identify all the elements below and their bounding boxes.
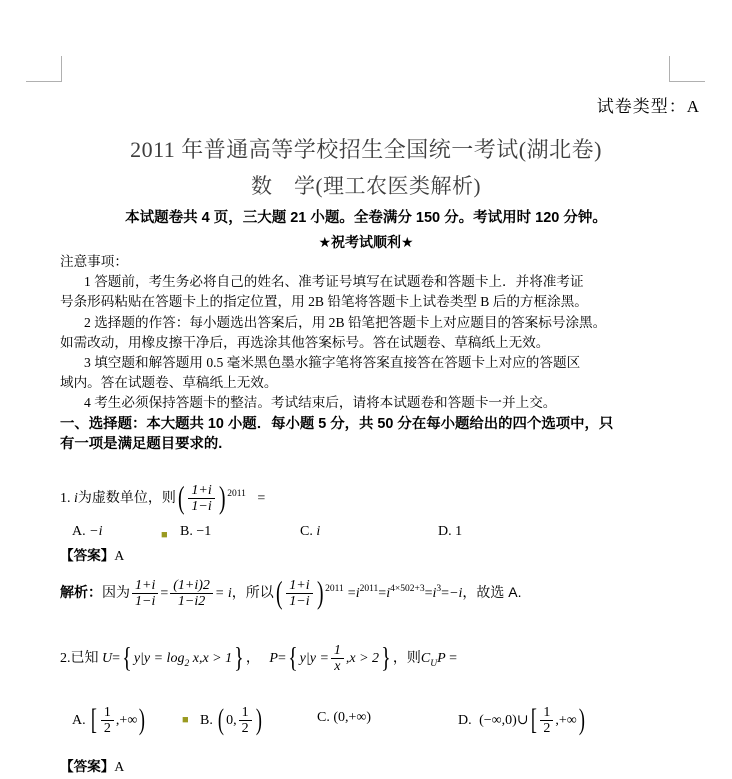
option-a-value: −i (89, 524, 103, 539)
solution-label: 解析： (60, 583, 102, 600)
exam-title-line2: 数 学(理工农医类解析) (251, 174, 481, 198)
sol-pow-den: 1−i (289, 594, 310, 610)
bracket-left-icon: [ (90, 704, 98, 737)
question-2-option-a[interactable]: A. [ $\frac{1}{2}$ ,+∞) (72, 704, 146, 737)
solution-power-base (286, 578, 312, 609)
sol-f2-den: 1−i2 (177, 594, 206, 610)
sol-step1-exp: 2011 (359, 584, 379, 595)
question-1-variable: i (74, 490, 78, 506)
question-1-option-b[interactable] (180, 524, 211, 540)
notice-block (60, 252, 675, 455)
question-1-text: 为虚数单位，则 (77, 488, 176, 505)
notice-item-1-cont: 号条形码粘贴在答题卡上的指定位置，用 2B 铅笔将答题卡上试卷类型 B 后的方框涂黑。 (60, 294, 588, 310)
question-2-equals: = (449, 650, 458, 666)
question-1-solution: 解析：因为 $\frac{1+i}{1-i}$ = $\frac{(1+i)2}{1-i2}$ = i，所以( $\frac{1+i}{1-i}$ ) $^{2011} =i^{2011}=i^{4\times 502+3}=i^3=-i$，故选 A. (60, 575, 522, 611)
question-2-option-b[interactable]: B. ( 0, $\frac{1}{2}$ ) (200, 704, 262, 737)
q2-option-a-label: A. (72, 712, 86, 728)
question-2-option-c[interactable] (317, 710, 371, 726)
section1-heading-line1: 一、选择题：本大题共 10 小题．每小题 5 分，共 50 分在每小题给出的四个选项中，只 (60, 415, 614, 432)
sol-step3: i (432, 585, 437, 601)
sol-f2-num: (1+i)2 (170, 578, 213, 594)
option-c-value: i (316, 524, 321, 539)
q2-option-b-label: B. (200, 712, 213, 728)
bracket-left-icon-2: [ (530, 704, 537, 737)
q2-answer-label: 【答案】 (60, 759, 115, 774)
left-brace-icon-2: { (287, 641, 298, 674)
notice-item-3: 3 填空题和解答题用 0.5 毫米黑色墨水箍字笔将答案直接答在答题卡上对应的答题区 (84, 355, 581, 371)
answer-value: A (114, 548, 125, 563)
answer-label: 【答案】 (60, 548, 115, 563)
paren-left-icon-2: ( (218, 704, 225, 737)
notice-item-2: 2 选择题的作答：每小题选出答案后，用 2B 铅笔把答题卡上对应题目的答案标号涂黑。 (84, 314, 607, 330)
sol-right-paren-icon: ) (316, 575, 324, 611)
paper-type-label: 试卷类型：A (596, 97, 700, 116)
sol-step4: −i (449, 585, 463, 601)
left-brace-icon: { (122, 641, 132, 674)
set-u-body: $y|y = \log_2 x,x > 1$ (133, 650, 233, 669)
question-1-stem (60, 480, 266, 516)
notice-item-1: 1 答题前，考生务必将自己的姓名、准考证号填写在试题卷和答题卡上．并将准考证 (84, 274, 584, 290)
sol-step2: i (386, 585, 391, 601)
left-paren-icon: ( (177, 480, 185, 516)
question-1-answer (60, 544, 124, 564)
notice-item-4: 4 考生必须保持答题卡的整洁。考试结束后，请将本试题卷和答题卡一并上交。 (84, 395, 557, 411)
question-1-option-c[interactable] (300, 524, 320, 540)
sol-step3-exp: 3 (436, 584, 442, 595)
option-c-label: C. (300, 524, 313, 539)
paren-right-icon: ) (139, 704, 146, 737)
notice-item-2-cont: 如需改动，用橡皮擦干净后，再选涂其他答案标号。答在试题卷、草稿纸上无效。 (60, 334, 550, 350)
section1-heading-line2: 有一项是满足题目要求的. (60, 436, 223, 453)
sol-step1: i (355, 585, 360, 601)
notice-item-3-cont: 域内。答在试题卷、草稿纸上无效。 (60, 375, 278, 391)
sol-f1-num: 1+i (132, 578, 158, 594)
question-2-number: 2. (60, 650, 71, 666)
question-2-answer (60, 755, 124, 775)
solution-conclusion: 故选 A. (476, 583, 522, 600)
notice-heading: 注意事项： (60, 254, 128, 269)
question-1-equals: = (257, 490, 266, 506)
right-brace-icon-2: } (381, 641, 391, 674)
q2-option-c-value: (0,+∞) (333, 710, 372, 725)
q2-option-c-label: C. (317, 710, 330, 725)
sol-step2-exp: 4×502+3 (390, 584, 425, 595)
fraction-denominator: 1−i (191, 499, 212, 515)
set-p-body: y|y = $\frac{1}{x}$ ,x > 2 (299, 643, 380, 675)
option-a-label: A. (72, 524, 86, 539)
question-1-fraction (188, 483, 214, 514)
solution-because: 因为 (102, 583, 130, 600)
solution-fraction-2 (170, 578, 213, 609)
sol-pow-num: 1+i (286, 578, 312, 594)
sol-pow-exp: 2011 (325, 584, 344, 595)
right-paren-icon: ) (218, 480, 226, 516)
sol-eq-i: = i (214, 585, 232, 601)
option-d-label: D. (438, 524, 452, 539)
solution-so: 所以 (245, 583, 274, 600)
option-b-label: B. (180, 524, 193, 539)
option-separator-dot: ■ (161, 529, 168, 541)
complement-notation: $C_UP$ (420, 650, 446, 669)
good-luck-note: ★祝考试顺利★ (318, 234, 414, 250)
exam-title-line1: 2011 年普通高等学校招生全国统一考试(湖北卷) (130, 137, 602, 162)
option-separator-dot-2: ■ (182, 714, 189, 726)
question-1-option-d[interactable] (438, 524, 462, 540)
solution-fraction-1 (132, 578, 158, 609)
question-1-option-a[interactable] (72, 524, 102, 540)
sol-left-paren-icon: ( (275, 575, 283, 611)
exam-subtitle: 本试题卷共 4 页，三大题 21 小题。全卷满分 150 分。考试用时 120 分钟。 (125, 210, 607, 226)
right-brace-icon: } (234, 641, 244, 674)
question-1-exponent: 2011 (227, 489, 246, 500)
sol-f1-den: 1−i (135, 594, 156, 610)
fraction-numerator: 1+i (188, 483, 214, 499)
question-2-stem: 2.已知 U={ $y|y = \log_2 x,x > 1$} ， P={ y|y = $\frac{1}{x}$ ,x > 2} ，则$C_UP$ = (60, 641, 458, 675)
option-d-value: 1 (455, 524, 463, 539)
question-2-text: 已知 (70, 648, 99, 665)
q2-option-d-label: D. (458, 712, 472, 728)
set-p-name: P (269, 650, 278, 666)
paren-right-icon-2: ) (255, 704, 262, 737)
question-1-number: 1. (60, 490, 71, 506)
q2-answer-value: A (114, 759, 125, 774)
question-2-option-d[interactable]: D. (−∞,0)∪[ $\frac{1}{2}$ ,+∞) (458, 704, 585, 737)
set-u-name: U (102, 650, 113, 666)
question-2-then: 则 (406, 648, 421, 665)
option-b-value: −1 (196, 524, 212, 539)
paren-right-icon-3: ) (578, 704, 585, 737)
